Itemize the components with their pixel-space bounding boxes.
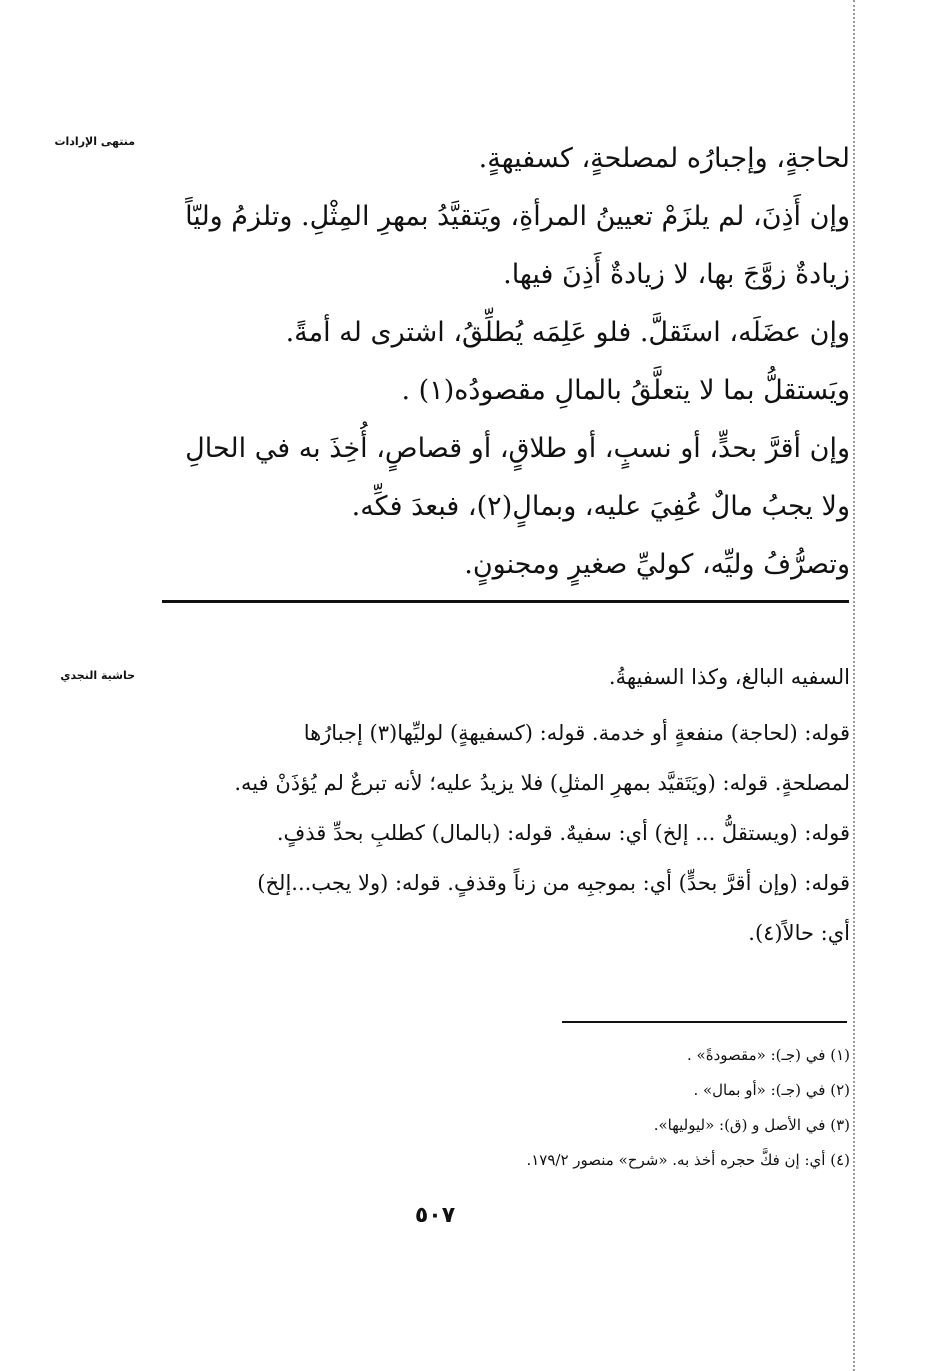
page-edge-dotted-line [853, 0, 855, 1371]
side-label-matn: منتهى الإرادات [54, 135, 135, 148]
matn-line: وإن أقرَّ بحدٍّ، أو نسبٍ، أو طلاقٍ، أو قصاصٍ، أُخِذَ به في الحالِ [185, 433, 850, 464]
footnote-item: (٣) في الأصل و (ق): «ليوليها». [653, 1116, 850, 1134]
footnote-item: (٤) أي: إن فكَّ حجره أخذ به. «شرح» منصور ١٧٩/٢. [526, 1151, 850, 1169]
footnotes-block [160, 1038, 850, 1178]
footnote-item: (١) في (جـ): «مقصودةً» . [687, 1046, 850, 1064]
hashiya-line: قوله: (ويستقلُّ ... إلخ) أي: سفيهٌ. قوله: (بالمال) كطلبِ بحدِّ قذفٍ. [276, 821, 850, 845]
matn-line: زيادةٌ زوَّجَ بها، لا زيادةٌ أَذِنَ فيها. [503, 259, 850, 290]
footnote-divider [562, 1021, 847, 1023]
side-label-hashiya: حاشية النجدي [60, 669, 135, 682]
hashiya-line: قوله: (لحاجة) منفعةٍ أو خدمة. قوله: (كسفيهةٍ) لوليِّها(٣) إجبارُها [303, 721, 850, 745]
matn-line: ولا يجبُ مالٌ عُفِيَ عليه، وبمالٍ(٢)، فبعدَ فكِّه. [351, 491, 850, 522]
matn-line: وإن أَذِنَ، لم يلزَمْ تعيينُ المرأةِ، ويَتقيَّدُ بمهرِ المِثْلِ. وتلزمُ وليّاً [185, 201, 850, 232]
footnote-item: (٢) في (جـ): «أو بمال» . [693, 1081, 850, 1099]
hashiya-line: لمصلحةٍ. قوله: (ويَتَقيَّد بمهرِ المثلِ) فلا يزيدُ عليه؛ لأنه تبرعٌ لم يُؤذَنْ فيه. [234, 771, 850, 795]
hashiya-text-block [160, 652, 850, 958]
hashiya-line: السفيه البالغ، وكذا السفيهةُ. [608, 665, 850, 689]
matn-line: وإن عضَلَه، استَقلَّ. فلو عَلِمَه يُطلِّقُ، اشترى له أمةً. [285, 317, 850, 348]
matn-text-block [160, 130, 850, 594]
hashiya-line: أي: حالاً(٤). [748, 921, 850, 945]
hashiya-line: قوله: (وإن أقرَّ بحدٍّ) أي: بموجبِه من زناً وقذفٍ. قوله: (ولا يجب...إلخ) [257, 871, 850, 895]
matn-line: وتصرُّفُ وليِّه، كوليِّ صغيرٍ ومجنونٍ. [464, 549, 850, 580]
matn-line: ويَستقلُّ بما لا يتعلَّقُ بالمالِ مقصودُه(١) . [401, 375, 850, 406]
section-divider [162, 600, 849, 603]
page-number: ٥٠٧ [414, 1203, 456, 1228]
matn-line: لحاجةٍ، وإجبارُه لمصلحةٍ، كسفيهةٍ. [478, 143, 850, 174]
